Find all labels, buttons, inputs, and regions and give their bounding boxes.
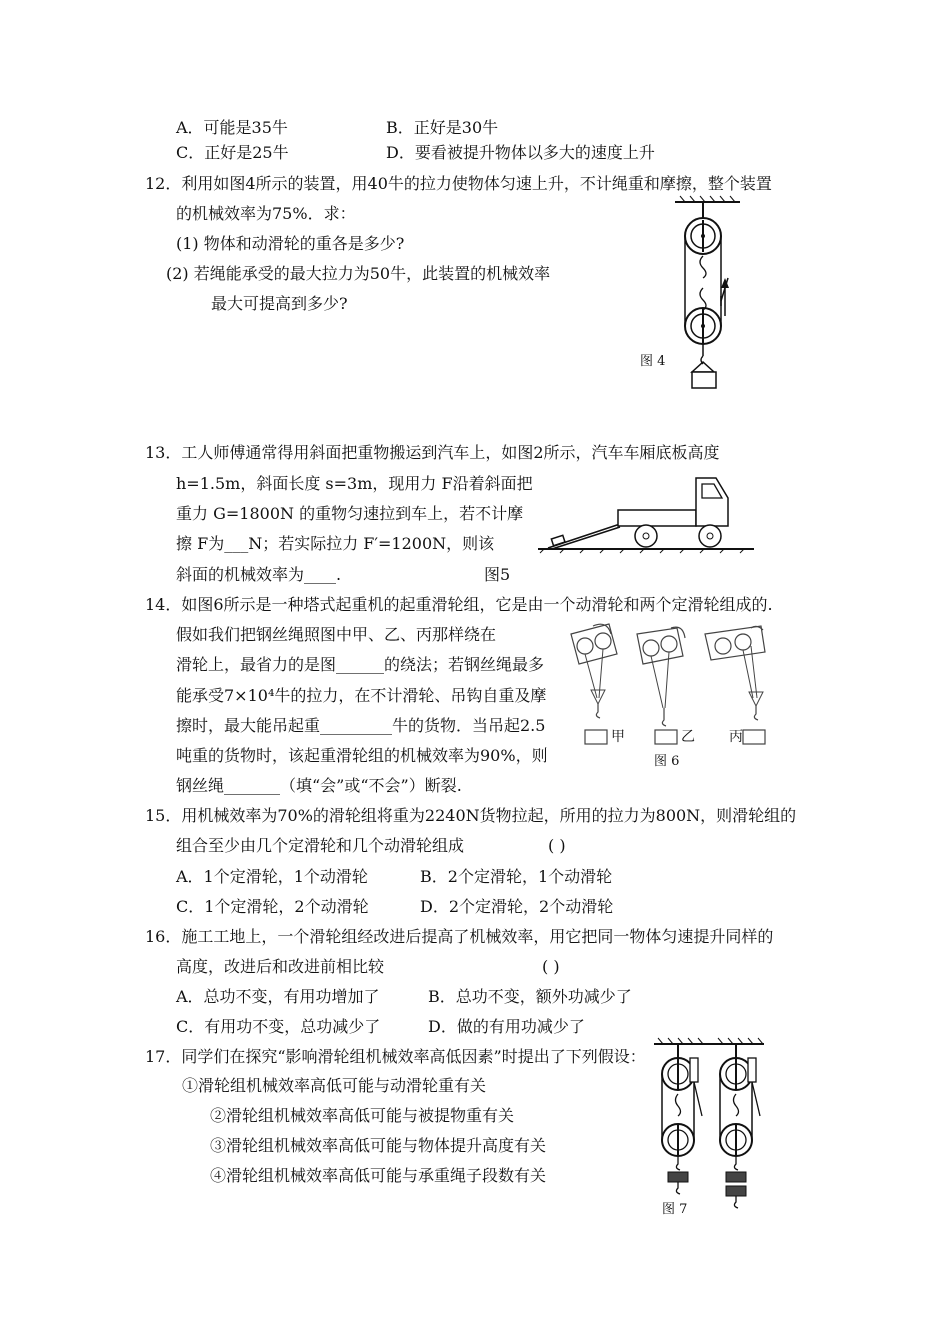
q16-stem-line1: 16．施工工地上，一个滑轮组经改进后提高了机械效率，用它把同一物体匀速提升同样的 [145, 927, 774, 946]
q15-option-a: A．1个定滑轮，1个动滑轮 [176, 867, 368, 886]
figure-6-label-jia: 甲 [611, 729, 625, 745]
q15-option-c: C．1个定滑轮，2个动滑轮 [176, 897, 369, 916]
q14-stem-line3: 滑轮上，最省力的是图______的绕法；若钢丝绳最多 [176, 655, 545, 674]
q16-option-c: C．有用功不变，总功减少了 [176, 1017, 381, 1036]
q12-stem-line2: 的机械效率为75%．求： [176, 204, 356, 223]
q12-sub2-line1: (2) 若绳能承受的最大拉力为50牛，此装置的机械效率 [166, 264, 551, 283]
q13-stem-line2: h=1.5m，斜面长度 s=3m，现用力 F沿着斜面把 [176, 474, 533, 493]
q12-sub2-line2: 最大可提高到多少? [211, 294, 348, 313]
q14-stem-line5: 擦时，最大能吊起重_________牛的货物．当吊起2.5 [176, 716, 546, 735]
q12-stem-line1: 12．利用如图4所示的装置，用40牛的拉力使物体匀速上升，不计绳重和摩擦，整个装置 [145, 174, 772, 193]
q13-stem-line1: 13．工人师傅通常得用斜面把重物搬运到汽车上，如图2所示，汽车车厢底板高度 [145, 443, 720, 462]
q11-option-d: D．要看被提升物体以多大的速度上升 [386, 143, 655, 162]
q11-option-a: A．可能是35牛 [176, 118, 288, 137]
figure-6-label-bing: 丙 [729, 729, 743, 745]
q14-stem-line6: 吨重的货物时，该起重滑轮组的机械效率为90%，则 [176, 746, 548, 765]
figure-6-label-yi: 乙 [681, 729, 695, 745]
q17-hypothesis-4: ④滑轮组机械效率高低可能与承重绳子段数有关 [210, 1166, 547, 1185]
q16-option-b: B．总功不变，额外功减少了 [428, 987, 632, 1006]
q17-stem-line1: 17．同学们在探究“影响滑轮组机械效率高低因素”时提出了下列假设： [145, 1047, 646, 1066]
q13-stem-line5: 斜面的机械效率为____. [176, 565, 342, 584]
q12-sub1: (1) 物体和动滑轮的重各是多少? [176, 234, 405, 253]
q13-stem-line3: 重力 G=1800N 的重物匀速拉到车上，若不计摩 [176, 504, 524, 523]
q17-hypothesis-3: ③滑轮组机械效率高低可能与物体提升高度有关 [210, 1136, 547, 1155]
figure-5-caption: 图5 [484, 565, 511, 584]
figure-4-pulley-diagram [670, 196, 750, 396]
figure-4-caption: 图 4 [640, 354, 666, 369]
figure-6-caption: 图 6 [654, 754, 680, 769]
q14-stem-line2: 假如我们把钢丝绳照图中甲、乙、丙那样绕在 [176, 625, 497, 644]
q17-hypothesis-2: ②滑轮组机械效率高低可能与被提物重有关 [210, 1106, 515, 1125]
q14-stem-line7: 钢丝绳_______（填“会”或“不会”）断裂. [176, 776, 462, 795]
q15-stem-line2: 组合至少由几个定滑轮和几个动滑轮组成 [176, 836, 465, 855]
q13-stem-line4: 擦 F为___N；若实际拉力 F′=1200N，则该 [176, 534, 495, 553]
figure-7-pulley-diagrams [652, 1036, 772, 1216]
q16-option-d: D．做的有用功减少了 [428, 1017, 585, 1036]
q14-stem-line4: 能承受7×10⁴牛的拉力，在不计滑轮、吊钩自重及摩 [176, 686, 547, 705]
figure-5-truck-incline-diagram [538, 472, 758, 552]
q15-answer-paren: ( ) [548, 836, 566, 855]
figure-6-crane-pulley-diagrams [565, 620, 775, 750]
figure-7-caption: 图 7 [662, 1202, 688, 1217]
q14-stem-line1: 14．如图6所示是一种塔式起重机的起重滑轮组，它是由一个动滑轮和两个定滑轮组成的. [145, 595, 773, 614]
q16-answer-paren: ( ) [542, 957, 560, 976]
q17-hypothesis-1: ①滑轮组机械效率高低可能与动滑轮重有关 [182, 1076, 487, 1095]
q16-stem-line2: 高度，改进后和改进前相比较 [176, 957, 385, 976]
q11-option-b: B．正好是30牛 [386, 118, 499, 137]
q15-option-d: D．2个定滑轮，2个动滑轮 [420, 897, 614, 916]
q16-option-a: A．总功不变，有用功增加了 [176, 987, 380, 1006]
q11-option-c: C．正好是25牛 [176, 143, 289, 162]
q15-stem-line1: 15．用机械效率为70%的滑轮组将重为2240N货物拉起，所用的拉力为800N，则滑轮组的 [145, 806, 797, 825]
q15-option-b: B．2个定滑轮，1个动滑轮 [420, 867, 613, 886]
